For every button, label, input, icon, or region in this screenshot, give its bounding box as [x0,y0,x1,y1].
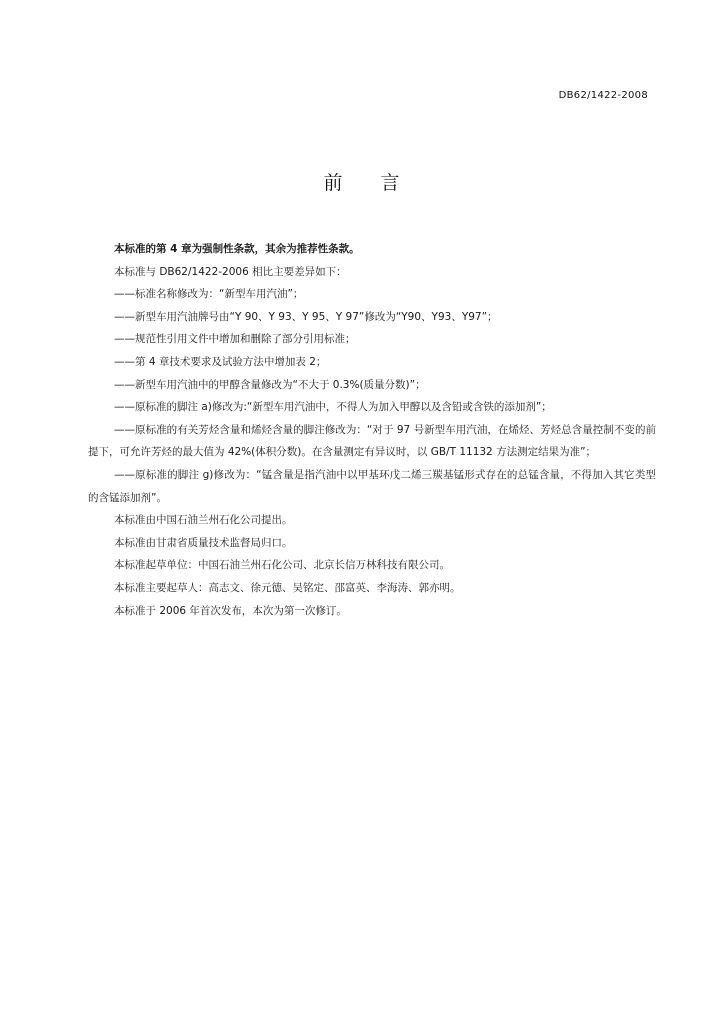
paragraph-proposer: 本标准由中国石油兰州石化公司提出。 [114,514,293,527]
paragraph-drafters: 本标准主要起草人：高志文、徐元德、吴铭定、邵富英、李海涛、郭亦明。 [114,581,461,594]
paragraph-change-footnote-g: ——原标准的脚注 g)修改为：“锰含量是指汽油中以甲基环戊二烯三羰基锰形式存在的总锰含量，不得加入其它类型的含锰添加剂”。 [88,468,656,504]
paragraph-change-name: ——标准名称修改为：“新型车用汽油”； [114,288,304,301]
paragraph-release-history: 本标准于 2006 年首次发布，本次为第一次修订。 [114,604,347,617]
document-code: DB62/1422-2008 [558,90,648,101]
paragraph-drafting-units: 本标准起草单位：中国石油兰州石化公司、北京长信万林科技有限公司。 [114,559,450,572]
paragraph-change-footnote-a: ——原标准的脚注 a)修改为:“新型车用汽油中，不得人为加入甲醇以及含铅或含铁的添加剂”； [114,401,552,414]
page-title: 前 言 [323,172,401,194]
paragraph-change-grades: ——新型车用汽油牌号由“Y 90、Y 93、Y 95、Y 97”修改为“Y90、Y93、Y97”； [114,310,498,323]
paragraph-mandatory-clause: 本标准的第 4 章为强制性条款，其余为推荐性条款。 [114,243,360,255]
foreword-body [88,238,656,622]
paragraph-administrator: 本标准由甘肃省质量技术监督局归口。 [114,536,293,549]
paragraph-change-references: ——规范性引用文件中增加和删除了部分引用标准； [114,333,356,346]
paragraph-differences-intro: 本标准与 DB62/1422-2006 相比主要差异如下： [114,265,347,278]
paragraph-change-table2: ——第 4 章技术要求及试验方法中增加表 2； [114,355,327,368]
paragraph-change-aromatics: ——原标准的有关芳烃含量和烯烃含量的脚注修改为：“对于 97 号新型车用汽油，在烯烃、芳烃总含量控制不变的前提下，可允许芳烃的最大值为 42%(体积分数)。在含量测定有异议时，以 GB/T 11132 方法测定结果为准”； [88,423,656,459]
paragraph-change-methanol: ——新型车用汽油中的甲醇含量修改为“不大于 0.3%(质量分数)”； [114,378,426,391]
